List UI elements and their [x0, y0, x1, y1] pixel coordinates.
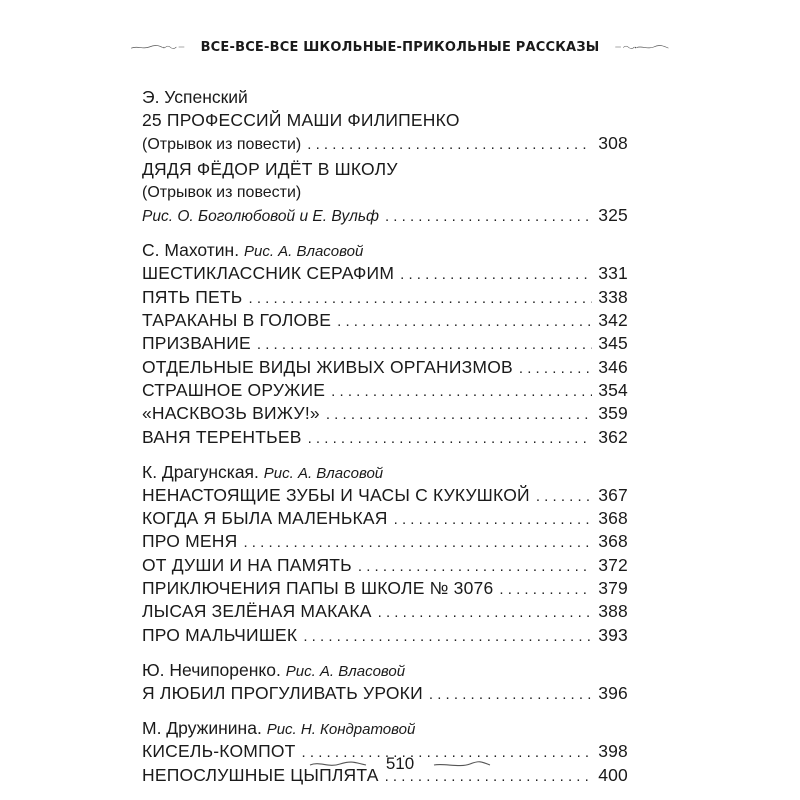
dot-leader [303, 625, 592, 648]
page-number: 354 [598, 379, 628, 400]
illustrator-credit: Рис. О. Боголюбовой и Е. Вульф [142, 208, 379, 226]
toc-entry[interactable] [142, 402, 628, 425]
page-number: 346 [598, 356, 628, 377]
toc-entry[interactable] [142, 624, 628, 647]
swash-ornament-icon [432, 759, 492, 769]
page-number: 368 [598, 508, 628, 529]
toc-entry[interactable] [142, 426, 628, 449]
toc-entry[interactable] [142, 577, 628, 600]
dot-leader [326, 403, 592, 426]
illustrator-credit: Рис. А. Власовой [285, 662, 406, 680]
dot-leader [385, 205, 592, 228]
author-heading: С. Махотин. Рис. А. Власовой [142, 240, 364, 261]
page-number: 331 [598, 263, 628, 284]
page-number: 345 [598, 333, 628, 354]
toc-entry[interactable] [142, 109, 628, 132]
entry-title: ВАНЯ ТЕРЕНТЬЕВ [142, 426, 302, 447]
entry-title: «НАСКВОЗЬ ВИЖУ!» [142, 403, 320, 424]
page-number: 359 [598, 403, 628, 424]
page-number: 398 [598, 741, 628, 762]
dot-leader [519, 357, 592, 380]
running-header [130, 30, 670, 64]
page-number: 362 [598, 426, 628, 447]
page-number: 396 [598, 682, 628, 703]
entry-title: ПРИКЛЮЧЕНИЯ ПАПЫ В ШКОЛЕ № 3076 [142, 578, 494, 599]
author-heading: Э. Успенский [142, 87, 248, 107]
toc-entry[interactable] [142, 356, 628, 379]
entry-title: СТРАШНОЕ ОРУЖИЕ [142, 379, 326, 400]
entry-title: ПРО МАЛЬЧИШЕК [142, 624, 298, 645]
toc-entry[interactable] [142, 332, 628, 355]
table-of-contents [142, 86, 628, 787]
swash-ornament-icon [613, 41, 670, 53]
toc-entry[interactable] [142, 530, 628, 553]
page-number: 388 [598, 601, 628, 622]
dot-leader [257, 333, 592, 356]
entry-title: НЕПОСЛУШНЫЕ ЦЫПЛЯТА [142, 764, 379, 785]
entry-title: ШЕСТИКЛАССНИК СЕРАФИМ [142, 263, 395, 284]
page-number: 372 [598, 554, 628, 575]
illustrator-credit: Рис. А. Власовой [263, 464, 384, 482]
author-heading: Ю. Нечипоренко. Рис. А. Власовой [142, 659, 406, 680]
entry-title: ДЯДЯ ФЁДОР ИДЁТ В ШКОЛУ [142, 158, 398, 179]
dot-leader [358, 555, 592, 578]
page-number: 400 [598, 764, 628, 785]
dot-leader [429, 683, 592, 706]
page-number: 510 [385, 754, 415, 773]
entry-title: ТАРАКАНЫ В ГОЛОВЕ [142, 310, 332, 331]
toc-entry[interactable] [142, 262, 628, 285]
dot-leader [337, 310, 592, 333]
toc-entry[interactable] [142, 204, 628, 227]
toc-entry[interactable] [142, 132, 628, 155]
entry-title: Я ЛЮБИЛ ПРОГУЛИВАТЬ УРОКИ [142, 682, 423, 703]
toc-entry[interactable] [142, 379, 628, 402]
toc-entry[interactable] [142, 554, 628, 577]
toc-entry[interactable] [142, 286, 628, 309]
page-number: 368 [598, 531, 628, 552]
toc-entry[interactable] [142, 600, 628, 623]
toc-entry[interactable] [142, 507, 628, 530]
toc-entry-subtitle [142, 181, 628, 204]
page-number: 338 [598, 286, 628, 307]
toc-entry[interactable] [142, 682, 628, 705]
page-number: 342 [598, 310, 628, 331]
illustrator-credit: Рис. Н. Кондратовой [266, 721, 416, 739]
dot-leader [400, 263, 592, 286]
entry-title: (Отрывок из повести) [142, 136, 302, 154]
toc-entry[interactable] [142, 158, 628, 181]
page-number: 367 [598, 484, 628, 505]
page-number: 325 [598, 205, 628, 226]
dot-leader [536, 485, 592, 508]
dot-leader [248, 287, 592, 310]
entry-title: (Отрывок из повести) [142, 183, 302, 201]
entry-title: ОТ ДУШИ И НА ПАМЯТЬ [142, 554, 352, 575]
dot-leader [378, 601, 593, 624]
page-number: 308 [598, 133, 628, 154]
author-heading: К. Драгунская. Рис. А. Власовой [142, 461, 384, 482]
dot-leader [331, 380, 592, 403]
entry-title: НЕНАСТОЯЩИЕ ЗУБЫ И ЧАСЫ С КУКУШКОЙ [142, 484, 530, 505]
entry-title: ПРИЗВАНИЕ [142, 333, 251, 354]
entry-title: ОТДЕЛЬНЫЕ ВИДЫ ЖИВЫХ ОРГАНИЗМОВ [142, 356, 513, 377]
swash-ornament-icon [308, 759, 368, 769]
toc-entry[interactable] [142, 309, 628, 332]
entry-title: ЛЫСАЯ ЗЕЛЁНАЯ МАКАКА [142, 601, 372, 622]
page-number: 379 [598, 578, 628, 599]
dot-leader [308, 427, 593, 450]
entry-title: ПРО МЕНЯ [142, 531, 238, 552]
page-footer [290, 752, 510, 776]
illustrator-credit: Рис. А. Власовой [243, 243, 364, 261]
dot-leader [307, 133, 592, 156]
book-title: ВСЕ-ВСЕ-ВСЕ ШКОЛЬНЫЕ-ПРИКОЛЬНЫЕ РАССКАЗЫ [200, 39, 600, 55]
entry-title: ПЯТЬ ПЕТЬ [142, 286, 243, 307]
toc-entry[interactable] [142, 484, 628, 507]
dot-leader [243, 531, 592, 554]
entry-title: КИСЕЛЬ-КОМПОТ [142, 741, 296, 762]
entry-title: КОГДА Я БЫЛА МАЛЕНЬКАЯ [142, 508, 388, 529]
page-number: 393 [598, 624, 628, 645]
dot-leader [499, 578, 592, 601]
dot-leader [394, 508, 593, 531]
author-heading: М. Дружинина. Рис. Н. Кондратовой [142, 718, 416, 739]
swash-ornament-icon [130, 41, 187, 53]
entry-title: 25 ПРОФЕССИЙ МАШИ ФИЛИПЕНКО [142, 110, 460, 130]
